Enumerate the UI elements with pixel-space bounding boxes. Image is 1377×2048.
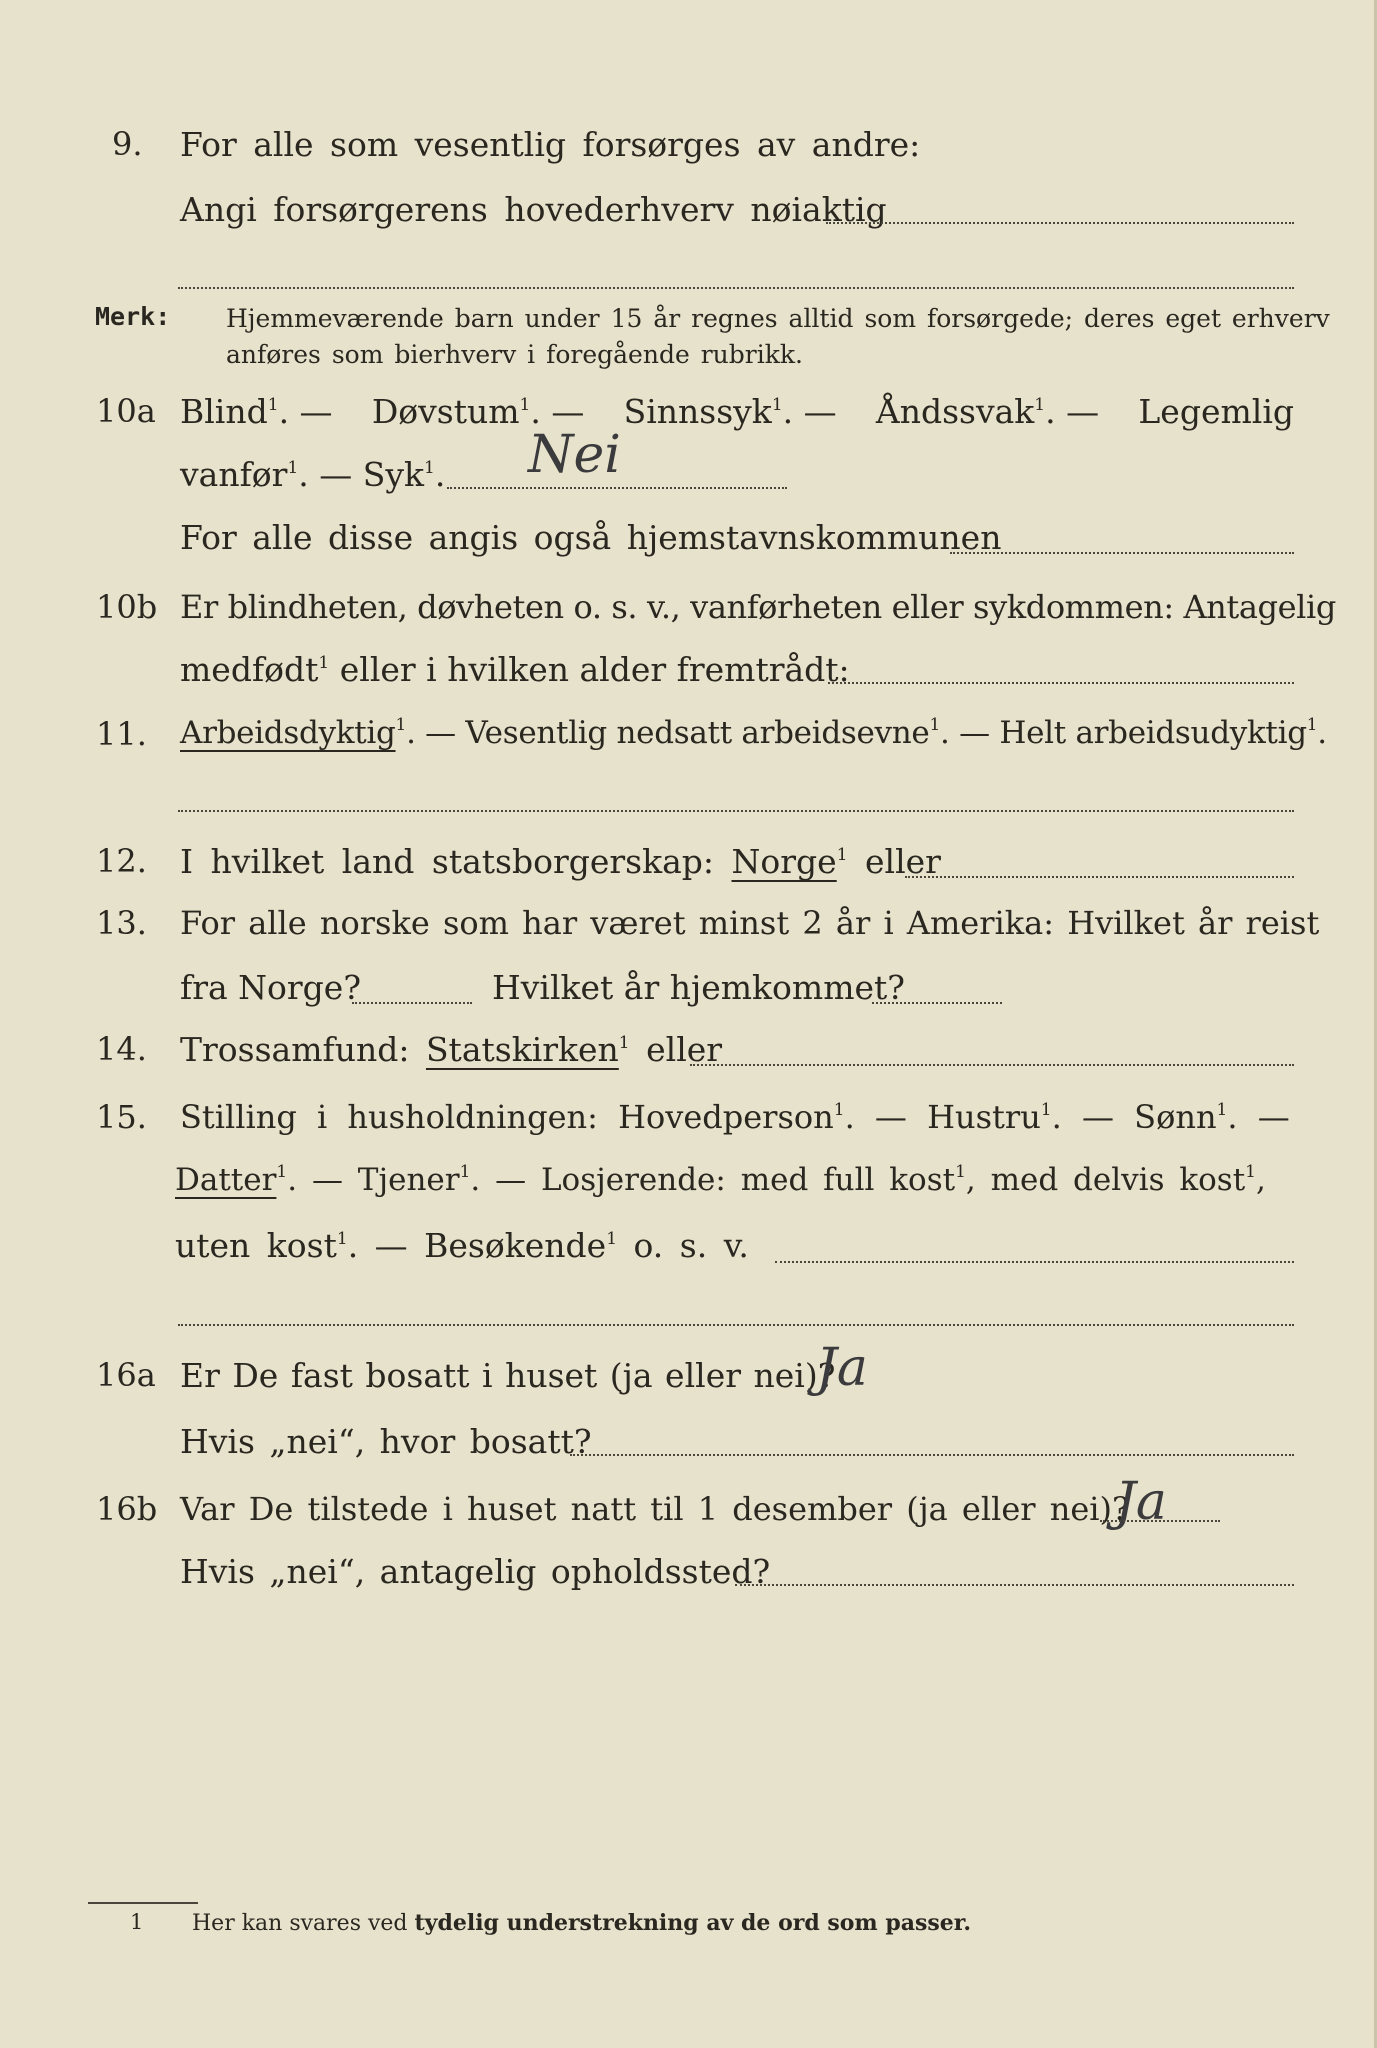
option-blind: Blind$^1$. — <box>180 392 333 431</box>
option-sinnssyk: Sinnssyk$^1$. — <box>623 392 837 431</box>
option-andssvak: Åndssvak$^1$. — <box>875 392 1100 431</box>
question-number-16a: 16a <box>96 1356 156 1394</box>
q16b-answer-line <box>1100 1520 1220 1522</box>
q11-line: Arbeidsdyktig$^1$. — Vesentlig nedsatt arbeidsevne$^1$. — Helt arbeidsudyktig$^1$. <box>180 715 1327 751</box>
q10a-line2: vanfør$^1$. — Syk$^1$. <box>180 455 446 494</box>
footnote-text: Her kan svares ved tydelig understrekning av de ord som passer. <box>192 1910 972 1936</box>
option-norge-underlined: Norge <box>731 842 837 881</box>
q15-line3: uten kost$^1$. — Besøkende$^1$ o. s. v. <box>175 1226 749 1265</box>
q10b-answer-line <box>828 682 1294 684</box>
q16b-line2: Hvis „nei“, antagelig opholdssted? <box>180 1552 771 1591</box>
q15-line2: Datter$^1$. — Tjener$^1$. — Losjerende: med full kost$^1$, med delvis kost$^1$, <box>175 1162 1266 1198</box>
q9-answer-line <box>826 222 1294 224</box>
option-legemlig: Legemlig <box>1138 392 1294 431</box>
q9-line2: Angi forsørgerens hovederhverv nøiaktig <box>180 190 887 229</box>
q16a-line1: Er De fast bosatt i huset (ja eller nei)? <box>180 1356 836 1395</box>
question-number-10a: 10a <box>96 392 156 430</box>
q10a-line1 <box>180 392 1294 431</box>
q16a-line2: Hvis „nei“, hvor bosatt? <box>180 1422 592 1461</box>
q11-answer-line <box>178 810 1294 812</box>
option-datter-underlined: Datter <box>175 1162 277 1198</box>
option-statskirken-underlined: Statskirken <box>425 1030 619 1069</box>
q13-left-line <box>352 1002 472 1004</box>
q13-line2b: Hvilket år hjemkommet? <box>492 968 905 1007</box>
q12-line: I hvilket land statsborgerskap: Norge$^1$ eller <box>180 842 941 881</box>
q10b-line1: Er blindheten, døvheten o. s. v., vanførheten eller sykdommen: Antagelig <box>180 588 1336 626</box>
q15-answer-line <box>775 1261 1294 1263</box>
q9-line1: For alle som vesentlig forsørges av andre: <box>180 125 921 164</box>
q16b-stay-line <box>735 1584 1294 1586</box>
question-number-9: 9. <box>112 125 143 163</box>
question-number-14: 14. <box>96 1030 147 1068</box>
handwritten-answer-ja-16a: Ja <box>816 1338 868 1398</box>
option-arbeidsdyktig-underlined: Arbeidsdyktig <box>180 715 396 751</box>
merk-line1: Hjemmeværende barn under 15 år regnes alltid som forsørgede; deres eget erhverv <box>226 304 1330 333</box>
q14-line: Trossamfund: Statskirken$^1$ eller <box>180 1030 723 1069</box>
q10a-line3: For alle disse angis også hjemstavnskommunen <box>180 518 1002 557</box>
merk-line2: anføres som bierhverv i foregående rubrikk. <box>226 340 803 369</box>
question-number-10b: 10b <box>96 588 158 626</box>
footnote-rule <box>88 1902 198 1904</box>
handwritten-answer-nei: Nei <box>528 425 621 485</box>
question-number-15: 15. <box>96 1098 147 1136</box>
question-number-11: 11. <box>96 715 147 753</box>
question-number-12: 12. <box>96 842 147 880</box>
footnote-mark: 1 <box>130 1910 144 1934</box>
merk-label: Merk: <box>95 302 171 331</box>
handwritten-answer-ja-16b: Ja <box>1115 1472 1167 1532</box>
q16a-answer-line <box>570 1454 1294 1456</box>
q13-line1: For alle norske som har været minst 2 år i Amerika: Hvilket år reist <box>180 904 1320 942</box>
q10b-line2: medfødt$^1$ eller i hvilken alder fremtrådt: <box>180 650 850 689</box>
q16b-line1: Var De tilstede i huset natt til 1 desember (ja eller nei)? <box>180 1490 1130 1528</box>
q9-answer-line-2 <box>178 287 1294 289</box>
q15-answer-line-2 <box>178 1324 1294 1326</box>
q14-answer-line <box>690 1064 1294 1066</box>
q12-answer-line <box>905 876 1294 878</box>
q10a-answer-line <box>447 487 787 489</box>
question-number-13: 13. <box>96 904 147 942</box>
q13-returned-line <box>872 1002 1002 1004</box>
question-number-16b: 16b <box>96 1490 158 1528</box>
q10a-hometown-line <box>950 552 1294 554</box>
q13-line2a: fra Norge? <box>180 968 362 1007</box>
q15-line1: Stilling i husholdningen: Hovedperson$^1$. — Hustru$^1$. — Sønn$^1$. — <box>180 1098 1290 1136</box>
option-dovstum: Døvstum$^1$. — <box>371 392 585 431</box>
